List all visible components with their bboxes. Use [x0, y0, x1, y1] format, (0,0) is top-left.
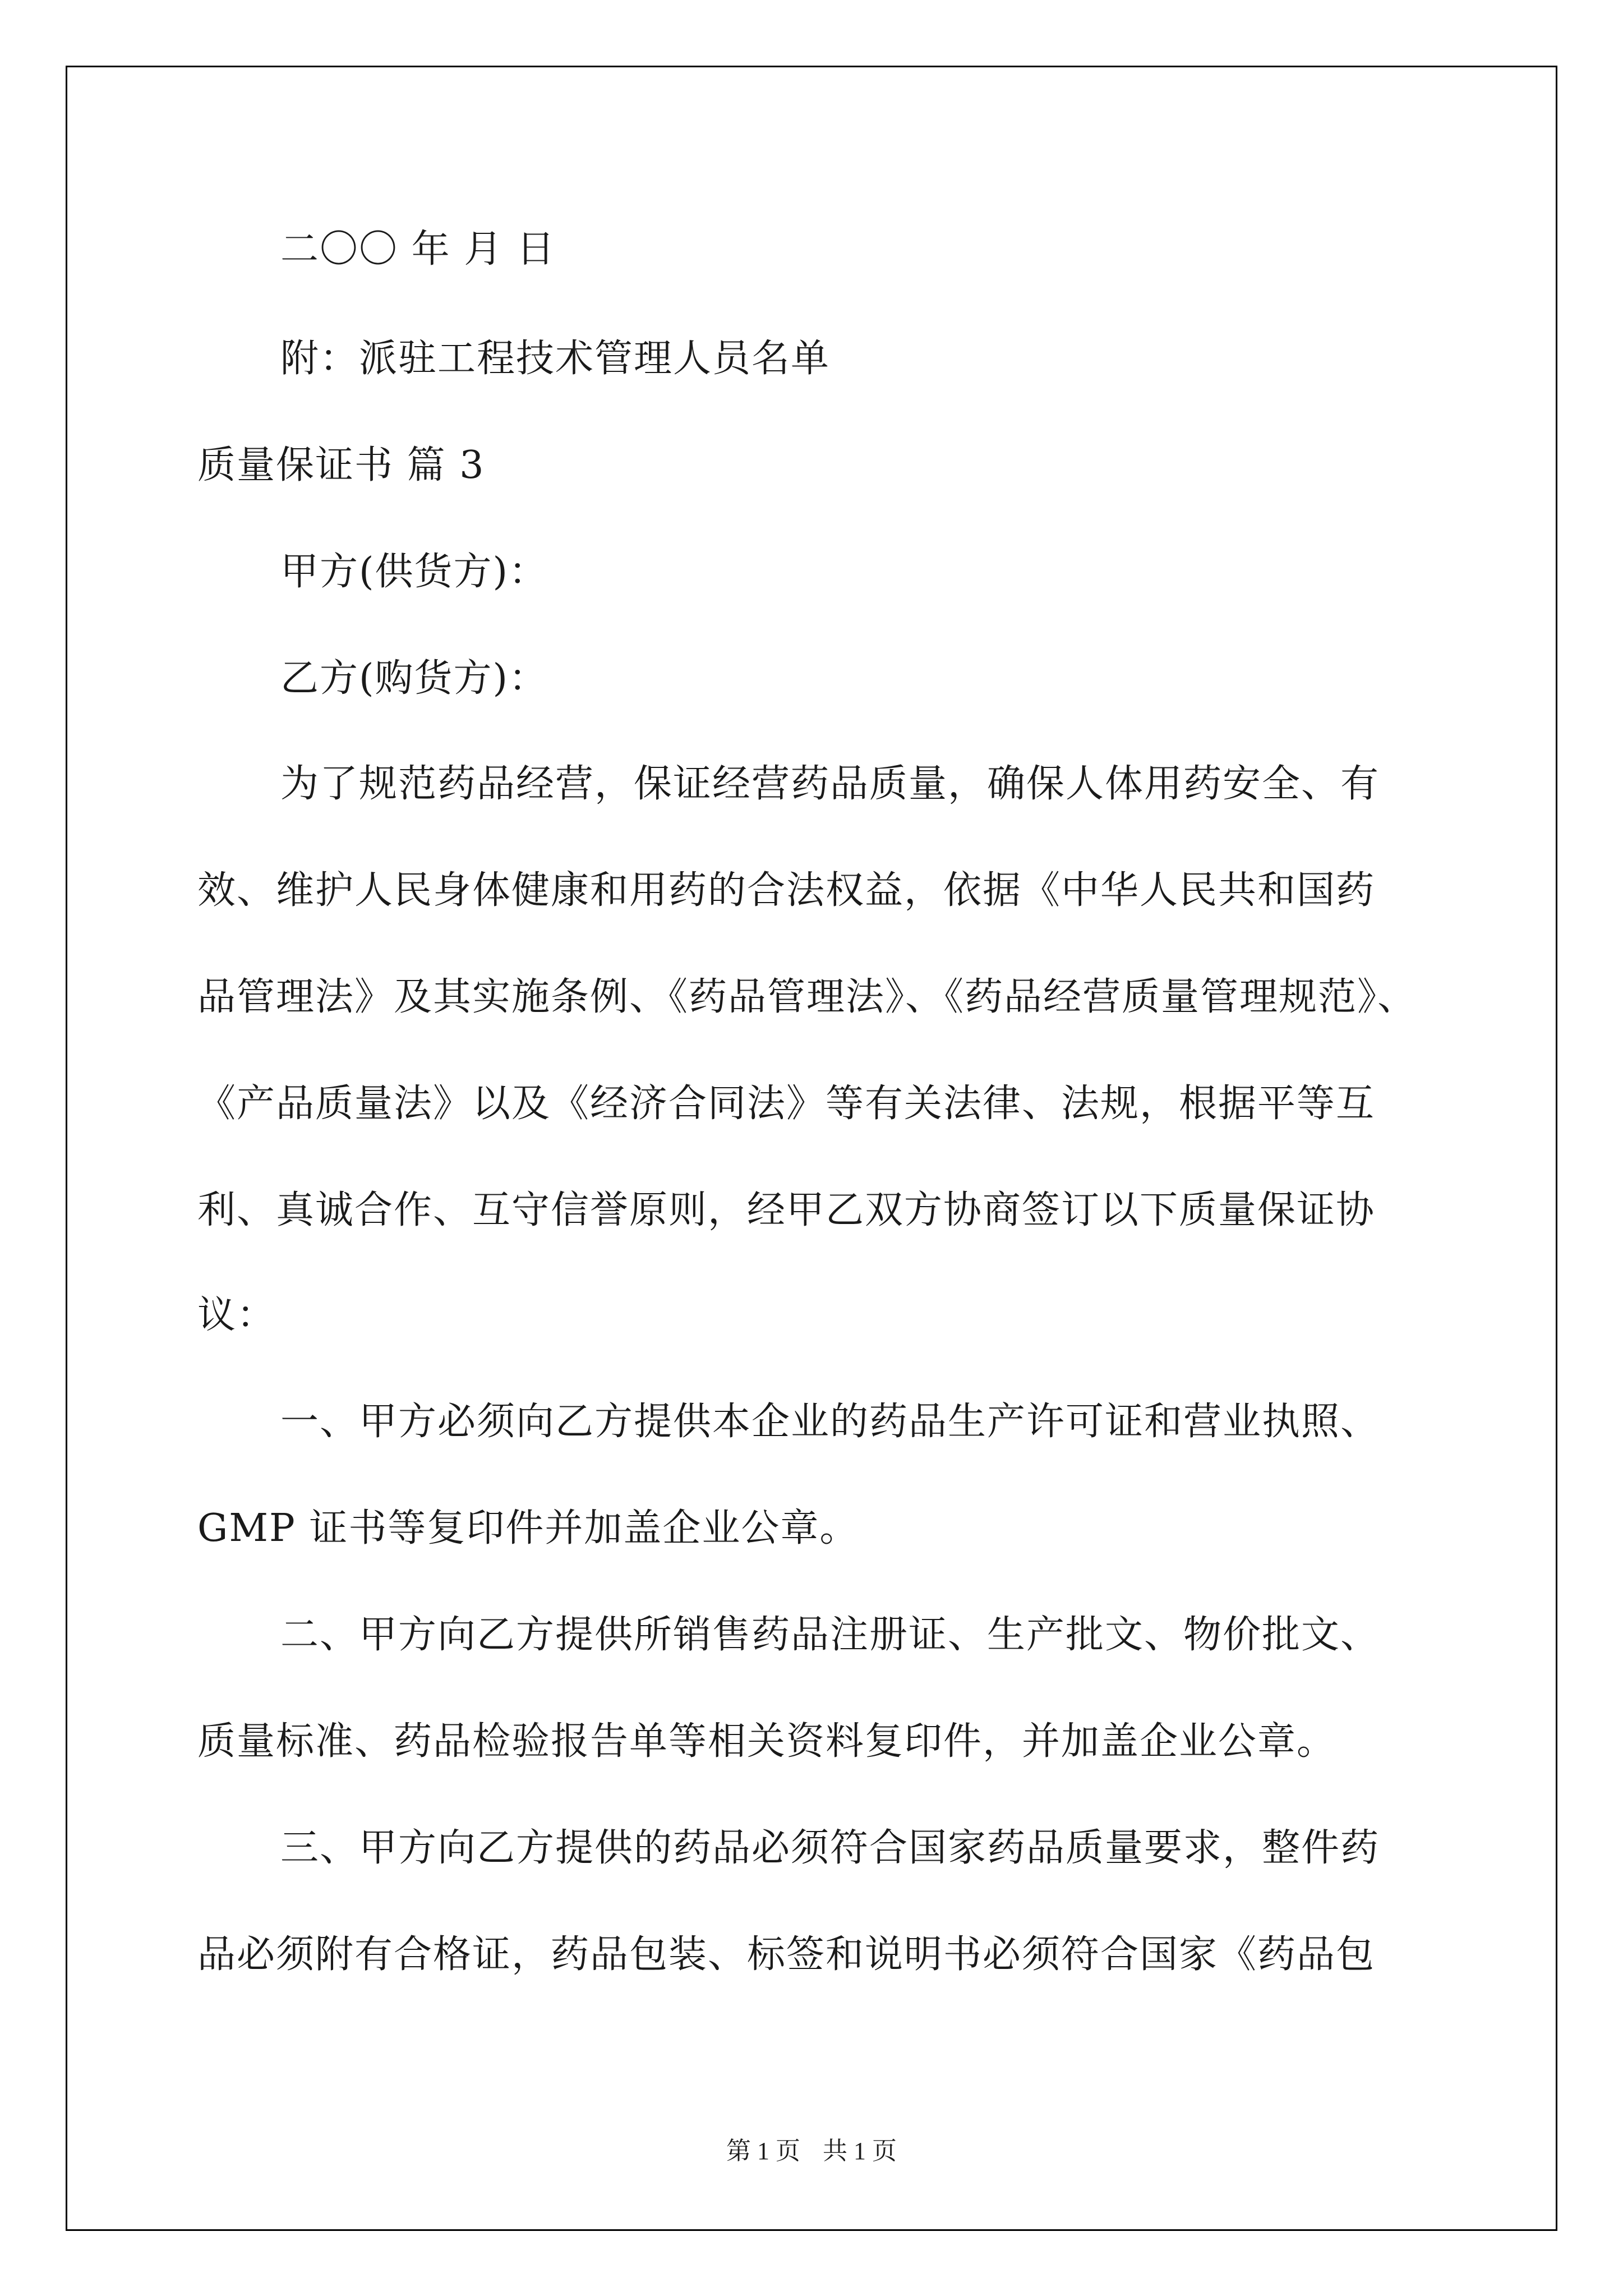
page-total: 共 1 页 [823, 2137, 897, 2165]
page-footer [0, 2134, 1623, 2168]
preamble-line: 效、维护人民身体健康和用药的合法权益，依据《中华人民共和国药 [197, 868, 1376, 913]
clause-2-line: 二、甲方向乙方提供所销售药品注册证、生产批文、物价批文、 [280, 1613, 1380, 1657]
section-heading: 质量保证书 篇 3 [197, 443, 485, 487]
preamble-line: 为了规范药品经营，保证经营药品质量，确保人体用药安全、有 [280, 762, 1380, 806]
clause-3-line: 品必须附有合格证，药品包装、标签和说明书必须符合国家《药品包 [197, 1932, 1376, 1977]
clause-1-line: GMP 证书等复印件并加盖企业公章。 [197, 1506, 859, 1550]
preamble-line: 议： [197, 1293, 276, 1337]
preamble-line: 品管理法》及其实施条例、《药品管理法》、《药品经营质量管理规范》、 [197, 975, 1417, 1019]
party-a-line: 甲方(供货方)： [280, 550, 548, 594]
clause-2-line: 质量标准、药品检验报告单等相关资料复印件，并加盖企业公章。 [197, 1719, 1336, 1764]
clause-3-line: 三、甲方向乙方提供的药品必须符合国家药品质量要求，整件药 [280, 1826, 1380, 1870]
preamble-line: 《产品质量法》以及《经济合同法》等有关法律、法规，根据平等互 [197, 1082, 1376, 1126]
party-b-line: 乙方(购货方)： [280, 656, 548, 701]
page-border [66, 66, 1557, 2231]
clause-1-line: 一、甲方必须向乙方提供本企业的药品生产许可证和营业执照、 [280, 1400, 1380, 1444]
page-number: 第 1 页 [726, 2137, 800, 2165]
preamble-line: 利、真诚合作、互守信誉原则，经甲乙双方协商签订以下质量保证协 [197, 1188, 1376, 1232]
date-line: 二〇〇 年 月 日 [280, 227, 556, 272]
attachment-line: 附：派驻工程技术管理人员名单 [280, 337, 831, 381]
